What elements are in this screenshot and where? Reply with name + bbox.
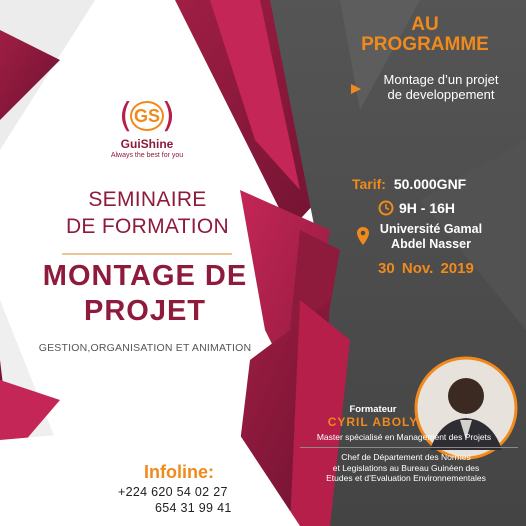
project-title [20, 260, 270, 328]
credential-2-line-2: et Legislations au Bureau Guinéen des [332, 462, 480, 473]
program-heading [350, 14, 500, 56]
program-item-line-2: de developpement [387, 87, 495, 102]
trainer-role: Formateur [349, 404, 397, 415]
project-title-line-2: PROJET [83, 295, 207, 327]
infoline-label: Infoline: [144, 462, 214, 482]
brand-name: GuiShine [120, 137, 174, 151]
logo-initials: GS [133, 106, 160, 126]
location-pin-icon [356, 226, 370, 251]
seminar-line-2: DE FORMATION [65, 215, 230, 238]
date-month: Nov. [401, 260, 434, 277]
logo-mark: ( GS ) [119, 96, 175, 136]
date-year: 2019 [440, 260, 474, 277]
credential-2-line-1: Chef de Département des Normes [341, 452, 471, 462]
triangle-right-icon [350, 82, 364, 100]
seminar-line-1: SEMINAIRE [88, 188, 207, 211]
trainer-label [318, 404, 428, 429]
phone-1: +224 620 54 02 27 [118, 485, 228, 499]
program-item-line-1: Montage d’un projet [383, 72, 499, 87]
trainer-head [448, 378, 484, 414]
program-heading-line-2: PROGRAMME [361, 34, 489, 55]
location-line-1: Université Gamal [379, 222, 483, 236]
program-heading-line-1: AU [411, 14, 439, 35]
tarif [352, 176, 522, 192]
trainer-credential-1: Master spécialisé en Management des Projets [316, 432, 492, 442]
brand-tagline: Always the best for you [110, 152, 184, 159]
date-day: 30 [378, 260, 395, 277]
credential-2-line-3: Etudes et d’Evaluation Environnementales [326, 473, 486, 483]
location [370, 222, 492, 252]
location-line-2: Abdel Nasser [391, 237, 471, 251]
infoline [118, 462, 268, 515]
seminar-heading [40, 188, 255, 239]
hours: 9H - 16H [399, 200, 456, 216]
credential-divider [300, 447, 518, 448]
event-date [378, 260, 474, 277]
clock-icon [378, 200, 394, 221]
subtitle: GESTION,ORGANISATION ET ANIMATION [38, 342, 252, 354]
trainer-credential-2 [290, 452, 522, 484]
tarif-label: Tarif: [352, 176, 386, 192]
program-item [366, 72, 516, 102]
project-title-line-1: MONTAGE DE [42, 260, 248, 292]
tarif-value: 50.000GNF [393, 176, 467, 192]
brand-logo [82, 98, 212, 159]
trainer-name: CYRIL ABOLY [327, 415, 419, 429]
phone-2: 654 31 99 41 [155, 501, 232, 515]
